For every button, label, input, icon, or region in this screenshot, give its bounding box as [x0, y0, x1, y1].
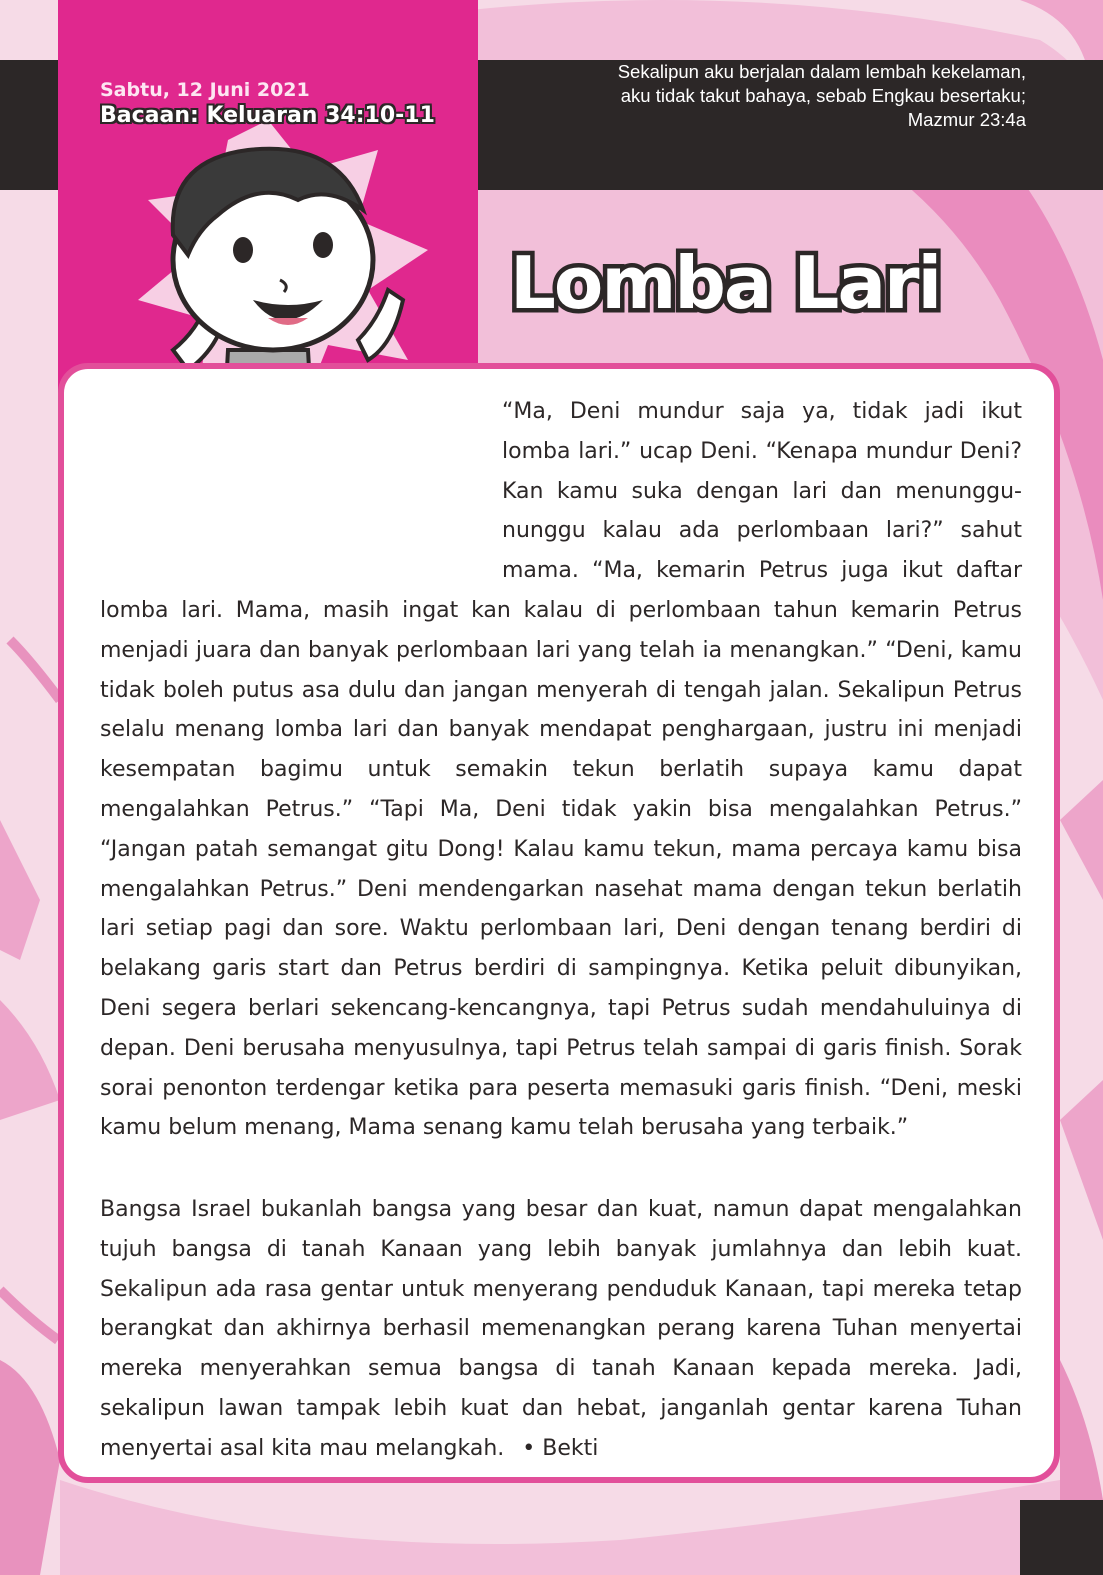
lesson-paragraph	[100, 1190, 1022, 1469]
verse-line-1: Sekalipun aku berjalan dalam lembah kekelaman,	[617, 61, 1026, 82]
scripture-reading: Bacaan: Keluaran 34:10-11	[100, 103, 435, 128]
illustration-spacer	[100, 392, 502, 567]
date-label: Sabtu, 12 Juni 2021	[100, 79, 310, 101]
reading-info	[100, 78, 435, 130]
memory-verse	[486, 60, 1026, 140]
author-signature: • Bekti	[522, 1435, 599, 1461]
verse-reference: Mazmur 23:4a	[907, 109, 1026, 130]
page-title: Lomba Lari	[510, 241, 941, 325]
lesson-text: Bangsa Israel bukanlah bangsa yang besar dan kuat, namun dapat mengalahkan tujuh bangsa di tanah Kanaan yang lebih banyak jumlahnya dan lebih kuat. Sekalipun ada rasa gentar untuk menyerang penduduk Kanaan, tapi mereka tetap berangkat dan akhirnya berhasil memenangkan perang karena Tuhan menyertai mereka menyerahkan semua bangsa di tanah Kanaan kepada mereka. Jadi, sekalipun lawan tampak lebih kuat dan hebat, janganlah gentar karena Tuhan menyertai asal kita mau melangkah.	[100, 1197, 1022, 1461]
verse-line-2: aku tidak takut bahaya, sebab Engkau besertaku;	[620, 85, 1026, 106]
story-paragraph: “Ma, Deni mundur saja ya, tidak jadi ikut lomba lari.” ucap Deni. “Kenapa mundur Deni? Kan kamu suka dengan lari dan menunggu-nunggu kalau ada perlombaan lari?” sahut mama. “Ma, kemarin Petrus juga ikut daftar lomba lari. Mama, masih ingat kan kalau di perlombaan tahun kemarin Petrus menjadi juara dan banyak perlombaan lari yang telah ia menangkan.” “Deni, kamu tidak boleh putus asa dulu dan jangan menyerah di tengah jalan. Sekalipun Petrus selalu menang lomba lari dan banyak mendapat penghargaan, justru ini menjadi kesempatan bagimu untuk semakin tekun berlatih supaya kamu dapat mengalahkan Petrus.” “Tapi Ma, Deni tidak yakin bisa mengalahkan Petrus.” “Jangan patah semangat gitu Dong! Kalau kamu tekun, mama percaya kamu bisa mengalahkan Petrus.” Deni mendengarkan nasehat mama dengan tekun berlatih lari setiap pagi dan sore. Waktu perlombaan lari, Deni dengan tenang berdiri di belakang garis start dan Petrus berdiri di sampingnya. Ketika peluit dibunyikan, Deni segera berlari sekencang-kencangnya, tapi Petrus sudah mendahuluinya di depan. Deni berusaha menyusulnya, tapi Petrus telah sampai di garis finish. Sorak sorai penonton terdengar ketika para peserta memasuki garis finish. “Deni, meski kamu belum menang, Mama senang kamu telah berusaha yang terbaik.”	[100, 399, 1022, 1141]
story-text-container	[100, 392, 1022, 1148]
